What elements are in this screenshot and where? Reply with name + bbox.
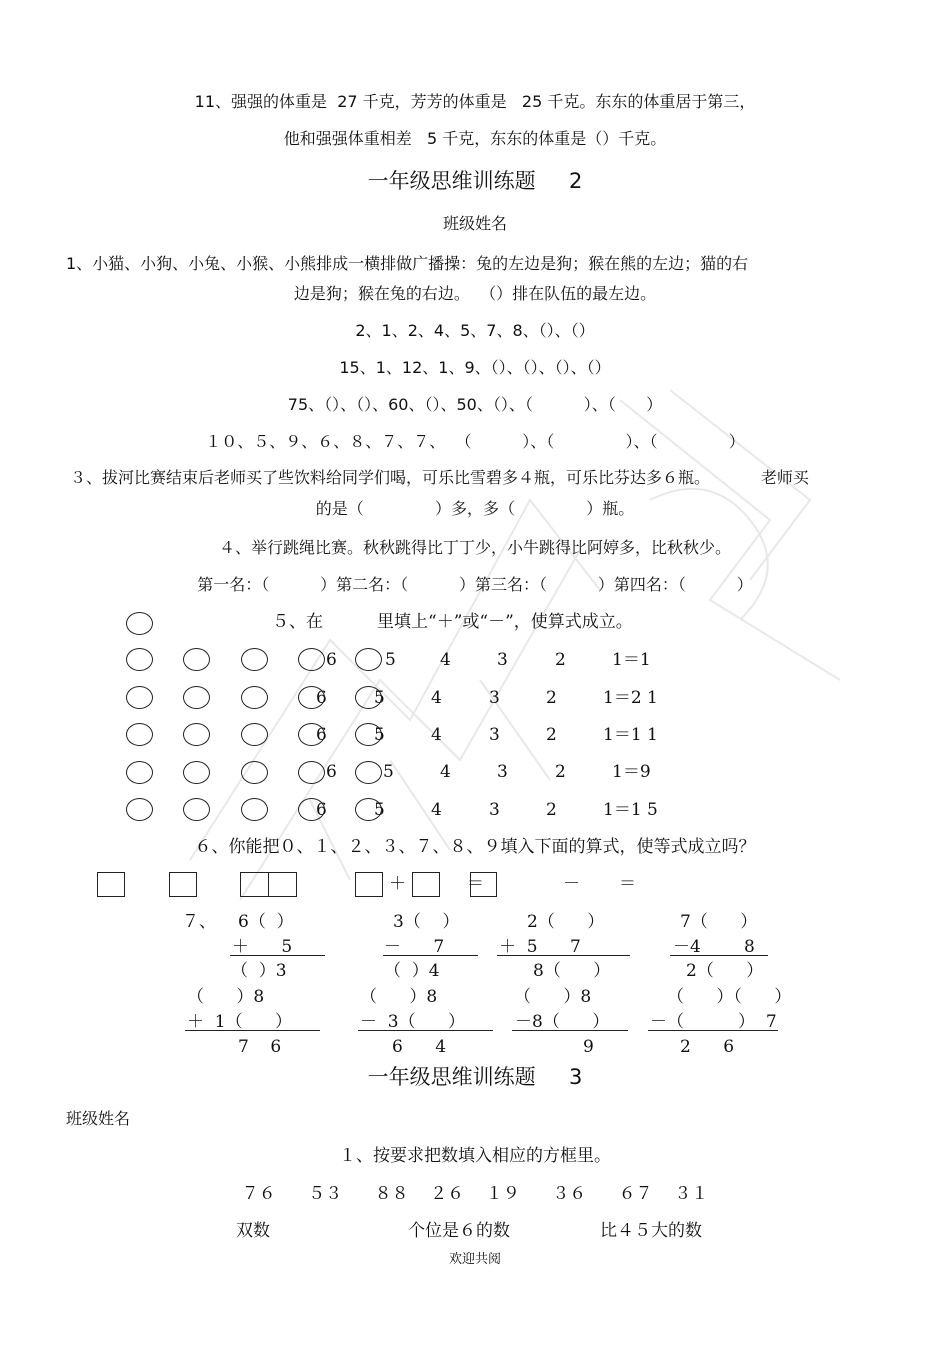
problem-operator-line: ＋ 5 7 bbox=[499, 937, 581, 957]
question-11-line-2: 他和强强体重相差 5 千克，东东的体重是（）千克。 bbox=[283, 129, 667, 148]
section-3-class-name: 班级姓名 bbox=[66, 1109, 131, 1128]
problem-result: （ ）4 bbox=[384, 961, 440, 981]
section-2-class-name: 班级姓名 bbox=[442, 214, 507, 233]
footer-text: 欢迎共阅 bbox=[448, 1252, 501, 1267]
equation-result: 1＝1 1 bbox=[603, 725, 658, 745]
problem-result: 8（ ） bbox=[533, 961, 611, 981]
answer-box[interactable] bbox=[97, 872, 125, 897]
equation-term: 6 bbox=[326, 762, 337, 782]
answer-circle[interactable] bbox=[298, 648, 325, 671]
problem-top: 6（ ） bbox=[238, 912, 294, 932]
problem-top: 2（ ） bbox=[527, 912, 605, 932]
equation-term: 2 bbox=[546, 688, 557, 708]
equation-term: 2 bbox=[546, 800, 557, 820]
problem-operator-line: － 7 bbox=[384, 937, 445, 957]
answer-circle[interactable] bbox=[126, 612, 153, 635]
equation-term: 4 bbox=[431, 725, 442, 745]
problem-result: （ ）3 bbox=[231, 961, 287, 981]
answer-box[interactable] bbox=[268, 872, 297, 897]
equation-term: 5 bbox=[374, 688, 385, 708]
equation-term: 3 bbox=[489, 688, 500, 708]
question-1-line-2: 边是狗；猴在兔的右边。 （）排在队伍的最左边。 bbox=[293, 284, 657, 303]
equation-result: 1＝9 bbox=[612, 762, 651, 782]
answer-circle[interactable] bbox=[183, 686, 210, 709]
equation-term: 2 bbox=[555, 762, 566, 782]
problem-result: 6 4 bbox=[392, 1037, 447, 1057]
problem-top: （ ）8 bbox=[360, 987, 438, 1007]
answer-circle[interactable] bbox=[126, 761, 153, 784]
answer-circle[interactable] bbox=[241, 723, 268, 746]
category-ones-digit-6: 个位是６的数 bbox=[408, 1221, 510, 1241]
answer-circle[interactable] bbox=[183, 761, 210, 784]
plus-sign: ＋ bbox=[389, 874, 406, 894]
problem-operator-line: －（ ） 7 bbox=[650, 1012, 777, 1032]
sum-line bbox=[512, 1030, 628, 1031]
problem-result: 2 6 bbox=[680, 1037, 735, 1057]
category-greater-than-45: 比４５大的数 bbox=[600, 1221, 702, 1241]
answer-circle[interactable] bbox=[126, 686, 153, 709]
answer-circle[interactable] bbox=[241, 761, 268, 784]
answer-circle[interactable] bbox=[126, 723, 153, 746]
equation-term: 4 bbox=[431, 688, 442, 708]
equation-result: 1＝1 5 bbox=[603, 800, 658, 820]
equation-result: 1＝1 bbox=[612, 650, 651, 670]
sum-line bbox=[497, 955, 630, 956]
equation-term: 3 bbox=[497, 762, 508, 782]
sum-line bbox=[185, 1030, 320, 1031]
sum-line bbox=[648, 1030, 778, 1031]
equation-term: 6 bbox=[326, 650, 337, 670]
problem-top: 3（ ） bbox=[393, 912, 460, 932]
number-list: ７６ ５３ ８８ ２６ １９ ３６ ６７ ３１ bbox=[241, 1184, 709, 1204]
problem-top: 7（ ） bbox=[680, 912, 758, 932]
answer-circle[interactable] bbox=[241, 686, 268, 709]
problem-operator-line: －8（ ） bbox=[515, 1012, 610, 1032]
answer-circle[interactable] bbox=[241, 798, 268, 821]
answer-circle[interactable] bbox=[126, 798, 153, 821]
answer-circle[interactable] bbox=[183, 648, 210, 671]
equation-term: 5 bbox=[374, 800, 385, 820]
question-4-line-2: 第一名：（ ）第二名：（ ）第三名：（ ）第四名：（ ） bbox=[197, 575, 753, 594]
question-3-line-1: ３、拔河比赛结束后老师买了些饮料给同学们喝，可乐比雪碧多４瓶，可乐比芬达多６瓶。 老师买 bbox=[70, 468, 809, 487]
equation-result: 1＝2 1 bbox=[603, 688, 658, 708]
sequence-2: 15、1、12、1、9、（）、（）、（）、（） bbox=[339, 358, 611, 377]
problem-operator-line: ＋ 5 bbox=[232, 937, 293, 957]
problem-operator-line: ＋ 1（ ） bbox=[187, 1012, 293, 1032]
equation-term: 6 bbox=[316, 800, 327, 820]
sum-line bbox=[358, 1030, 493, 1031]
problem-result: 7 6 bbox=[238, 1037, 282, 1057]
category-even-numbers: 双数 bbox=[236, 1221, 270, 1241]
problem-operator-line: －4 8 bbox=[673, 937, 755, 957]
answer-box[interactable] bbox=[412, 872, 440, 897]
problem-operator-line: － 3（ ） bbox=[360, 1012, 466, 1032]
section-3-title: 一年级思维训练题 3 bbox=[367, 1065, 583, 1089]
equals-sign: ＝ bbox=[467, 874, 484, 894]
answer-circle[interactable] bbox=[298, 761, 325, 784]
answer-box[interactable] bbox=[169, 872, 197, 897]
sequence-1: 2、1、2、4、5、7、8、（）、（） bbox=[355, 321, 595, 340]
question-7-label: ７、 bbox=[182, 912, 216, 932]
equation-term: 4 bbox=[440, 650, 451, 670]
question-3-line-2: 的是（ ）多，多（ ）瓶。 bbox=[315, 499, 635, 518]
section-2-title: 一年级思维训练题 2 bbox=[367, 169, 583, 193]
equation-term: 4 bbox=[440, 762, 451, 782]
answer-box[interactable] bbox=[240, 872, 269, 897]
question-1-line-1: 1、小猫、小狗、小兔、小猴、小熊排成一横排做广播操：兔的左边是狗；猴在熊的左边；猫的右 bbox=[66, 254, 749, 273]
question-11-line-1: 11、强强的体重是 27 千克，芳芳的体重是 25 千克。东东的体重居于第三， bbox=[194, 92, 756, 111]
answer-circle[interactable] bbox=[355, 761, 382, 784]
minus-sign: － bbox=[563, 874, 580, 894]
answer-circle[interactable] bbox=[355, 648, 382, 671]
equals-sign: ＝ bbox=[619, 874, 636, 894]
answer-circle[interactable] bbox=[126, 648, 153, 671]
question-4-line-1: ４、举行跳绳比赛。秋秋跳得比丁丁少，小牛跳得比阿婷多，比秋秋少。 bbox=[218, 538, 731, 557]
equation-term: 6 bbox=[316, 688, 327, 708]
equation-term: 3 bbox=[489, 725, 500, 745]
sequence-3: 75、（）、（）、60、（）、50、（）、（ ）、（ ） bbox=[287, 395, 663, 414]
equation-term: 2 bbox=[555, 650, 566, 670]
sum-line bbox=[670, 955, 768, 956]
sum-line bbox=[230, 955, 325, 956]
answer-circle[interactable] bbox=[241, 648, 268, 671]
section-3-question-1: １、按要求把数填入相应的方框里。 bbox=[339, 1146, 611, 1166]
sequence-4: １０、５、９、６、８、７、７、 （ ）、（ ）、（ ） bbox=[205, 432, 745, 451]
equation-term: 5 bbox=[383, 762, 394, 782]
answer-box[interactable] bbox=[355, 872, 383, 897]
question-6-intro: ６、你能把０、１、２、３、７、８、９填入下面的算式，使等式成立吗？ bbox=[194, 837, 756, 857]
equation-term: 2 bbox=[546, 725, 557, 745]
equation-term: 5 bbox=[385, 650, 396, 670]
equation-term: 5 bbox=[374, 725, 385, 745]
sum-line bbox=[383, 955, 478, 956]
equation-term: 3 bbox=[497, 650, 508, 670]
problem-result: 9 bbox=[583, 1037, 594, 1057]
problem-top: （ ）8 bbox=[187, 987, 265, 1007]
equation-term: 3 bbox=[489, 800, 500, 820]
question-5-intro: ５、在 里填上“＋”或“－”，使算式成立。 bbox=[272, 612, 633, 632]
answer-circle[interactable] bbox=[183, 798, 210, 821]
equation-term: 4 bbox=[431, 800, 442, 820]
problem-result: 2（ ） bbox=[686, 961, 764, 981]
equation-term: 6 bbox=[316, 725, 327, 745]
answer-circle[interactable] bbox=[183, 723, 210, 746]
problem-top: （ ）8 bbox=[514, 987, 592, 1007]
problem-top: （ ）（ ） bbox=[667, 987, 792, 1007]
